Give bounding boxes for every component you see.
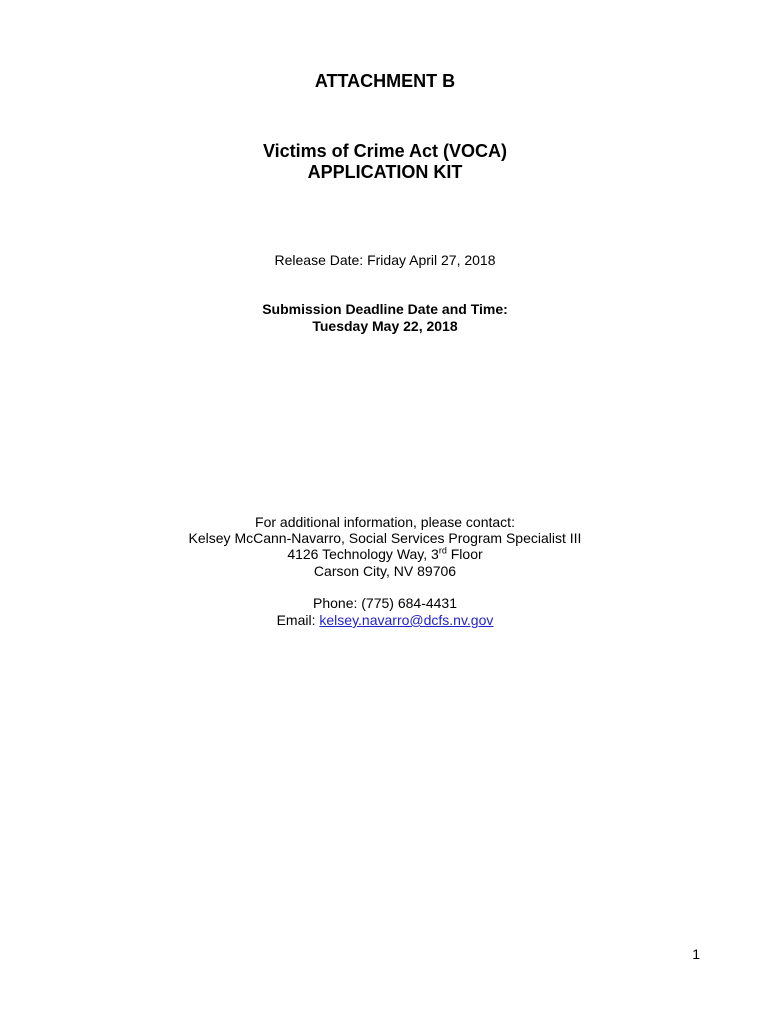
release-date: Release Date: Friday April 27, 2018: [274, 252, 496, 268]
address-floor-text: Floor: [446, 546, 483, 562]
contact-email-line: [0, 613, 770, 627]
kit-title-line1: Victims of Crime Act (VOCA): [262, 141, 508, 161]
address-street-text: 4126 Technology Way, 3: [287, 546, 439, 562]
contact-address-street: [0, 547, 770, 561]
attachment-title: ATTACHMENT B: [314, 71, 456, 91]
contact-name-title: Kelsey McCann-Navarro, Social Services Program Specialist III: [188, 530, 582, 546]
page-number: 1: [692, 946, 700, 962]
email-link[interactable]: kelsey.navarro@dcfs.nv.gov: [319, 612, 494, 628]
deadline-label: Submission Deadline Date and Time:: [262, 301, 508, 317]
deadline-value: Tuesday May 22, 2018: [312, 318, 458, 334]
email-label: Email:: [276, 612, 320, 628]
contact-address-city: Carson City, NV 89706: [313, 563, 457, 579]
contact-phone: Phone: (775) 684-4431: [313, 595, 457, 611]
address-floor-superscript: rd: [438, 545, 447, 556]
kit-title-line2: APPLICATION KIT: [307, 162, 463, 182]
contact-intro: For additional information, please contact:: [255, 514, 515, 530]
